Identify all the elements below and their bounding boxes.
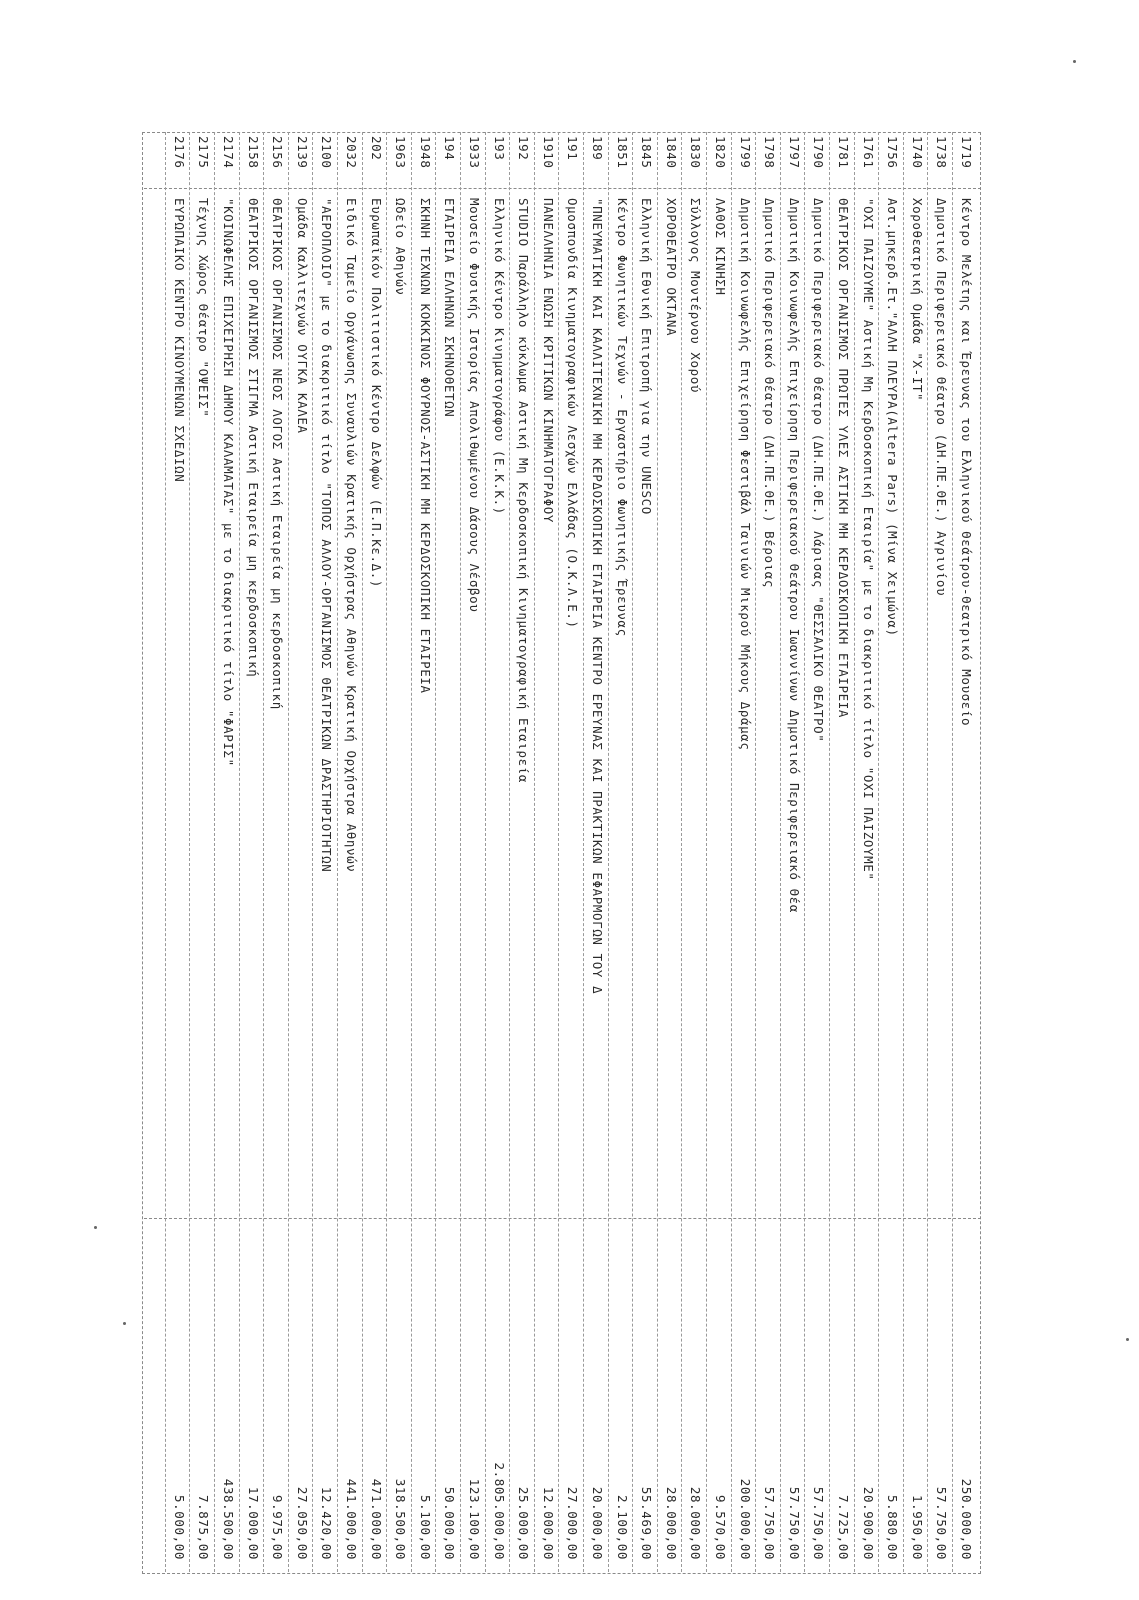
table-row [583,132,610,1572]
amount: 55.469,00 [639,1486,655,1560]
table-row [485,132,512,1572]
amount: 57.750,00 [762,1486,778,1560]
table-row [731,132,758,1572]
row-id: 2100 [319,136,335,169]
organization-name: Δημοτικό Περιφερειακό Θέατρο (ΔΗ.ΠΕ.ΘΕ.) Βέροιας [762,198,778,589]
amount: 28.000,00 [688,1486,704,1560]
amount: 27.050,00 [294,1486,310,1560]
row-id: 1910 [540,136,556,169]
organization-name: Ελληνική Εθνική Επιτροπή για την UNESCO [639,198,655,515]
row-id: 1830 [688,136,704,169]
organization-name: ΣΚΗΝΗ ΤΕΧΝΩΝ ΚΟΚΚΙΝΟΣ ΦΟΥΡΝΟΣ-ΑΣΤΙΚΗ ΜΗ ΚΕΡΔΟΣΚΟΠΙΚΗ ΕΤΑΙΡΕΙΑ [417,198,433,694]
table-row [312,132,339,1572]
row-id: 2174 [221,136,236,169]
row-id: 1845 [639,136,655,169]
table-row [263,132,290,1572]
organization-name: ΕΤΑΙΡΕΙΑ ΕΛΛΗΝΩΝ ΣΚΗΝΟΘΕΤΩΝ [442,198,458,418]
amount: 20.000,00 [590,1486,605,1560]
amount: 2.805.000,00 [491,1462,507,1560]
organization-name: Ομοσπονδία Κινηματογραφικών Λεσχών Ελλάδας (Ο.Κ.Λ.Ε.) [565,198,581,629]
amount: 5.880,00 [885,1494,901,1560]
row-id: 1719 [959,136,974,169]
table-row [411,132,438,1572]
row-id: 192 [516,136,532,161]
scan-speck [94,1226,97,1229]
organization-name: Σύλλογος Μοντέρνου Χορού [688,198,704,394]
organization-name: Κέντρο Φωνητικών Τεχνών - Εργαστήριο Φωνητικής Έρευνας [614,198,630,637]
organization-name: Ελληνικό Κέντρο Κινηματογράφου (Ε.Κ.Κ.) [491,198,507,515]
amount: 28.000,00 [663,1486,679,1560]
row-id: 1851 [614,136,630,169]
table-row [189,132,216,1572]
table-row [337,132,364,1572]
organization-name: STUDIO Παράλληλο κύκλωμα Αστική Μη Κερδοσκοπική Κινηματογραφική Εταιρεία [516,198,532,784]
table-row [288,132,315,1572]
row-id: 2176 [171,136,187,169]
organization-name: ΧΟΡΟΘΕΑΤΡΟ ΟΚΤΑΝΑ [663,198,679,337]
table-row [903,132,930,1572]
row-id: 1840 [663,136,679,169]
table-row [780,132,807,1572]
organization-name: Ομάδα Καλλιτεχνών ΟΥΓΚΑ ΚΑΛΕΑ [294,198,310,434]
scan-speck [1126,1338,1129,1341]
amount: 9.570,00 [713,1494,728,1560]
row-id: 1781 [836,136,851,169]
organization-name: "ΑΕΡΟΠΛΟΙΟ" με το διακριτικό τίτλο "ΤΟΠΟΣ ΑΛΛΟΥ-ΟΡΓΑΝΙΣΜΟΣ ΘΕΑΤΡΙΚΩΝ ΔΡΑΣΤΗΡΙΟΤΗΤΩΝ [319,198,335,873]
amount: 17.000,00 [245,1486,261,1560]
row-id: 2175 [196,136,212,169]
row-id: 191 [565,136,581,161]
row-id: 1798 [762,136,778,169]
organization-name: Αστ.μηκερδ.Ετ."ΑΛΛΗ ΠΛΕΥΡΑ(Altera Pars) (Μίνα Χειμώνα) [885,198,901,637]
amount: 200.000,00 [737,1478,753,1560]
table-row [239,132,266,1572]
amount: 57.750,00 [786,1486,802,1560]
row-id: 1820 [713,136,728,169]
table-row [558,132,585,1572]
organization-name: ΘΕΑΤΡΙΚΟΣ ΟΡΓΑΝΙΣΜΟΣ ΝΕΟΣ ΛΟΓΟΣ Αστική Εταιρεία μη κερδοσκοπική [270,198,286,710]
table-row [952,132,979,1572]
organization-name: Κέντρο Μελέτης και Έρευνας του Ελληνικού Θεάτρου-Θεατρικό Μουσείο [959,198,974,727]
organization-name: ΛΑΘΟΣ ΚΙΝΗΣΗ [713,198,728,296]
amount: 12.420,00 [319,1486,335,1560]
organization-name: Τέχνης Χώρος Θέατρο "ΟΨΕΙΣ" [196,198,212,418]
row-id: 1799 [737,136,753,169]
row-id: 2032 [344,136,359,169]
table-row [755,132,782,1572]
organization-name: "ΟΧΙ ΠΑΙΖΟΥΜΕ" Αστική Μη Κερδοσκοπική Εταιρία" με το διακριτικό τίτλο "ΟΧΙ ΠΑΙΖΟΥΜΕ" [860,198,876,881]
table-row [460,132,487,1572]
organization-name: ΕΥΡΩΠΑΙΚΟ ΚΕΝΤΡΟ ΚΙΝΟΥΜΕΝΩΝ ΣΧΕΔΙΩΝ [171,198,187,483]
row-id: 194 [442,136,458,161]
amount: 318.500,00 [393,1478,409,1560]
table-row [878,132,905,1572]
organization-name: Ειδικό Ταμείο Οργάνωσης Συναυλιών Κρατικής Ορχήστρας Αθηνών Κρατική Ορχήστρα Αθηνών [344,198,359,873]
organization-name: "ΚΟΙΝΩΦΕΛΗΣ ΕΠΙΧΕΙΡΗΣΗ ΔΗΜΟΥ ΚΑΛΑΜΑΤΑΣ" με το διακριτικό τίτλο "ΦΑΡΙΣ" [221,198,236,767]
organization-name: Μουσείο Φυσικής Ιστορίας Απολιθωμένου Δάσους Λέσβου [467,198,482,613]
organization-name: "ΠΝΕΥΜΑΤΙΚΗ ΚΑΙ ΚΑΛΛΙΤΕΧΝΙΚΗ ΜΗ ΚΕΡΔΟΣΚΟΠΙΚΗ ΕΤΑΙΡΕΙΑ ΚΕΝΤΡΟ ΕΡΕΥΝΑΣ ΚΑΙ ΠΡΑΚΤΙΚΩΝ ΕΦΑΡΜΟΓΩΝ ΤΟΥ Δ [590,198,605,995]
organization-name: ΘΕΑΤΡΙΚΟΣ ΟΡΓΑΝΙΣΜΟΣ ΠΡΩΤΕΣ ΥΛΕΣ ΑΣΤΙΚΗ ΜΗ ΚΕΡΔΟΣΚΟΠΙΚΗ ΕΤΑΙΡΕΙΑ [836,198,851,719]
amount: 25.000,00 [516,1486,532,1560]
amount: 50.000,00 [442,1486,458,1560]
table-row [632,132,659,1572]
row-id: 193 [491,136,507,161]
amount: 2.100,00 [614,1494,630,1560]
scan-speck [123,1322,126,1325]
row-id: 1933 [467,136,482,169]
organization-name: ΠΑΝΕΛΛΗΝΙΑ ΕΝΩΣΗ ΚΡΙΤΙΚΩΝ ΚΙΝΗΜΑΤΟΓΡΑΦΟΥ [540,198,556,524]
amount: 250.000,00 [959,1478,974,1560]
amount: 441.000,00 [344,1478,359,1560]
table-row [804,132,831,1572]
organization-name: Ευρωπαϊκόν Πολιτιστικό Κέντρο Δελφών (Ε.Π.Κε.Δ.) [368,198,384,589]
amount: 9.975,00 [270,1494,286,1560]
row-id: 189 [590,136,605,161]
amount: 20.900,00 [860,1486,876,1560]
amount: 5.100,00 [417,1494,433,1560]
row-id: 2139 [294,136,310,169]
scan-speck [1073,60,1076,63]
amount: 7.875,00 [196,1494,212,1560]
row-id: 2156 [270,136,286,169]
row-id: 1790 [811,136,827,169]
row-id: 1797 [786,136,802,169]
table-row [362,132,389,1572]
table-row [829,132,856,1572]
amount: 57.750,00 [934,1486,950,1560]
row-id: 1948 [417,136,433,169]
table-row [657,132,684,1572]
table-row [534,132,561,1572]
amount: 5.000,00 [171,1494,187,1560]
table-row [165,132,192,1572]
row-id: 1740 [909,136,925,169]
row-id: 202 [368,136,384,161]
table-row [706,132,733,1572]
organization-name: Δημοτική Κοινωφελής Επιχείρηση Περιφερειακού Θεάτρου Ιωαννίνων Δημοτικό Περιφερειακό Θέα [786,198,802,914]
table-row [927,132,954,1572]
table-row [386,132,413,1572]
amount: 1.950,00 [909,1494,925,1560]
table-row [509,132,536,1572]
row-id: 1756 [885,136,901,169]
table-row [854,132,881,1572]
table-row [214,132,241,1572]
amount: 12.000,00 [540,1486,556,1560]
table-row [681,132,708,1572]
amount: 123.100,00 [467,1478,482,1560]
organization-name: Χοροθεατρική Ομάδα "Χ-ΙΤ" [909,198,925,402]
row-id: 1738 [934,136,950,169]
amount: 471.000,00 [368,1478,384,1560]
organization-name: Ωδείο Αθηνών [393,198,409,296]
table-row [608,132,635,1572]
row-id: 1761 [860,136,876,169]
amount: 438.500,00 [221,1478,236,1560]
row-id: 2158 [245,136,261,169]
organization-name: Δημοτικό Περιφερειακό Θέατρο (ΔΗ.ΠΕ.ΘΕ.) Αγρινίου [934,198,950,597]
organization-name: Δημοτικό Περιφερειακό Θέατρο (ΔΗ.ΠΕ.ΘΕ.) Λάρισας "ΘΕΣΣΑΛΙΚΟ ΘΕΑΤΡΟ" [811,198,827,743]
row-id: 1963 [393,136,409,169]
organization-name: ΘΕΑΤΡΙΚΟΣ ΟΡΓΑΝΙΣΜΟΣ ΣΤΙΓΜΑ Αστική Εταιρεία μη κερδοσκοπική [245,198,261,678]
table-row [435,132,462,1572]
funding-table [137,132,987,1582]
amount: 7.725,00 [836,1494,851,1560]
organization-name: Δημοτική Κοινωφελής Επιχείρηση Φεστιβάλ Ταινιών Μικρού Μήκους Δράμας [737,198,753,751]
amount: 57.750,00 [811,1486,827,1560]
amount: 27.000,00 [565,1486,581,1560]
